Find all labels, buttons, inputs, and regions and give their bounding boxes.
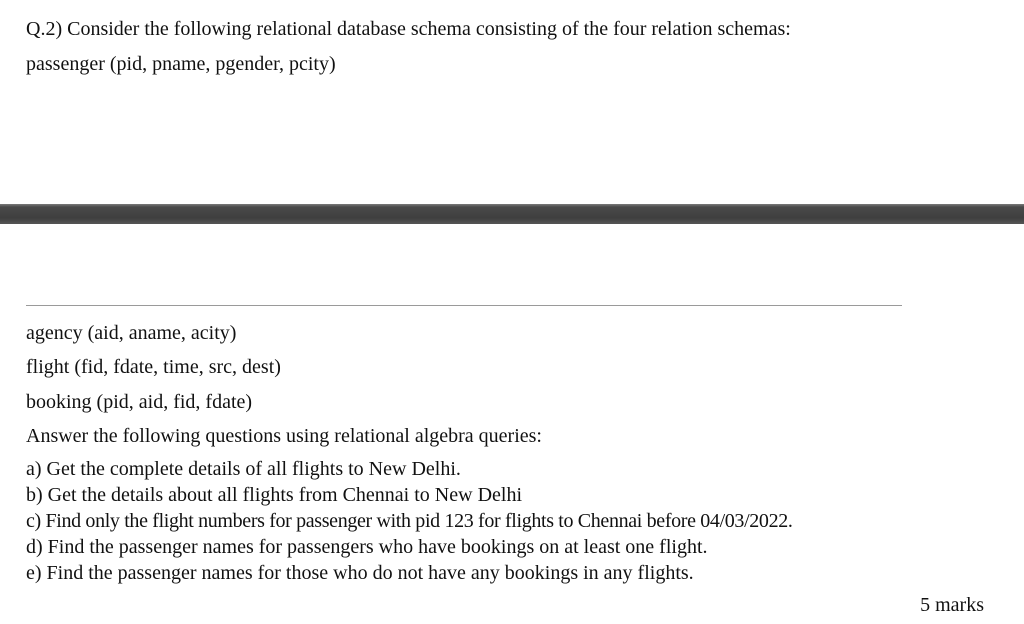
- question-heading: Q.2) Consider the following relational database schema consisting of the four relation schemas:: [26, 18, 791, 40]
- schema-agency: agency (aid, aname, acity): [26, 322, 237, 344]
- question-part-c: c) Find only the flight numbers for passenger with pid 123 for flights to Chennai before 04/03/2022.: [26, 510, 793, 532]
- horizontal-rule: [26, 305, 902, 306]
- schema-passenger: passenger (pid, pname, pgender, pcity): [26, 53, 336, 75]
- instruction-text: Answer the following questions using relational algebra queries:: [26, 425, 542, 447]
- screenshot-divider-bar: [0, 204, 1024, 224]
- top-screenshot-section: [0, 0, 1024, 200]
- question-part-e: e) Find the passenger names for those who do not have any bookings in any flights.: [26, 562, 694, 584]
- question-part-a: a) Get the complete details of all flights to New Delhi.: [26, 458, 461, 480]
- schema-flight: flight (fid, fdate, time, src, dest): [26, 356, 281, 378]
- question-part-d: d) Find the passenger names for passengers who have bookings on at least one flight.: [26, 536, 708, 558]
- marks-label: 5 marks: [920, 594, 984, 616]
- schema-booking: booking (pid, aid, fid, fdate): [26, 391, 253, 413]
- question-part-b: b) Get the details about all flights from Chennai to New Delhi: [26, 484, 522, 506]
